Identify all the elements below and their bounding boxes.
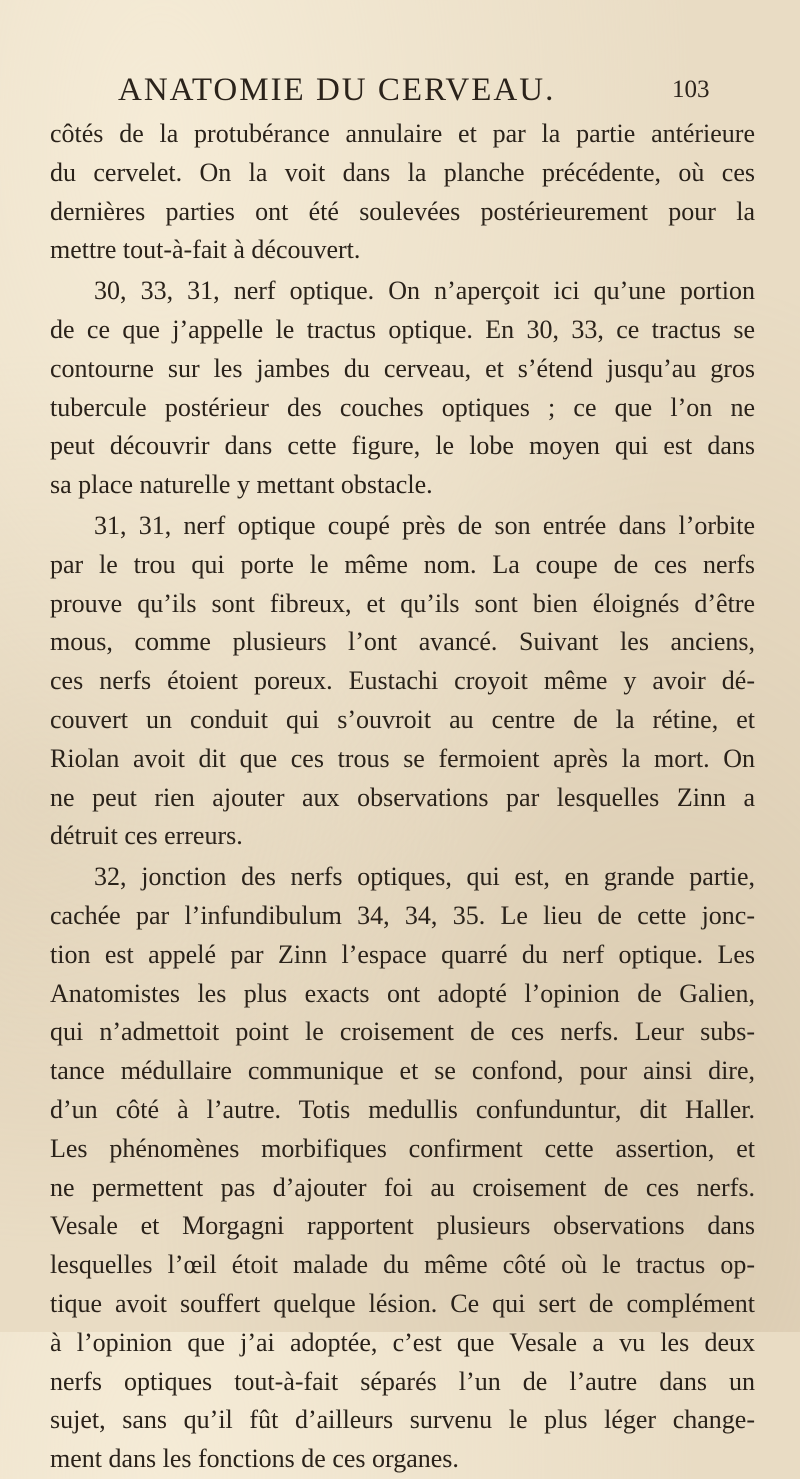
text-line: Riolan avoit dit que ces trous se fermoient après la mort. On	[50, 743, 755, 773]
text-line: de ce que j’appelle le tractus optique. En 30, 33, ce tractus se	[50, 314, 755, 344]
text-line: tance médullaire communique et se confond, pour ainsi dire,	[50, 1056, 755, 1086]
text-line: Vesale et Morgagni rapportent plusieurs observations dans	[50, 1211, 755, 1241]
text-line: prouve qu’ils sont fibreux, et qu’ils sont bien éloignés d’être	[50, 588, 755, 618]
body-text	[50, 115, 755, 1479]
text-line: ment dans les fonctions de ces organes.	[50, 1444, 459, 1474]
text-line: 32, jonction des nerfs optiques, qui est, en grande partie,	[94, 862, 755, 892]
text-line: mous, comme plusieurs l’ont avancé. Suivant les anciens,	[50, 627, 755, 657]
text-line: côtés de la protubérance annulaire et par la partie antérieure	[50, 119, 755, 148]
text-line: cachée par l’infundibulum 34, 34, 35. Le lieu de cette jonc-	[50, 900, 755, 930]
text-line: ne peut rien ajouter aux observations par lesquelles Zinn a	[50, 782, 755, 812]
text-line: tique avoit souffert quelque lésion. Ce qui sert de complément	[50, 1288, 755, 1318]
running-head	[0, 60, 800, 112]
text-line: détruit ces erreurs.	[50, 821, 243, 851]
text-line: qui n’admettoit point le croisement de ces nerfs. Leur subs-	[50, 1017, 755, 1047]
text-line: peut découvrir dans cette figure, le lobe moyen qui est dans	[50, 431, 755, 461]
text-line: à l’opinion que j’ai adoptée, c’est que Vesale a vu les deux	[50, 1327, 755, 1357]
page-title: ANATOMIE DU CERVEAU.	[118, 72, 556, 108]
text-line: lesquelles l’œil étoit malade du même côté où le tractus op-	[50, 1250, 755, 1280]
page-number: 103	[672, 76, 710, 103]
text-line: tion est appelé par Zinn l’espace quarré du nerf optique. Les	[50, 939, 755, 969]
text-line: ces nerfs étoient poreux. Eustachi croyoit même y avoir dé-	[50, 666, 755, 696]
text-line: dernières parties ont été soulevées postérieurement pour la	[50, 196, 755, 226]
text-line: Anatomistes les plus exacts ont adopté l’opinion de Galien,	[50, 978, 755, 1008]
text-line: tubercule postérieur des couches optiques ; ce que l’on ne	[50, 392, 755, 422]
text-line: Les phénomènes morbifiques confirment cette assertion, et	[50, 1133, 755, 1163]
text-line: du cervelet. On la voit dans la planche précédente, où ces	[50, 157, 755, 187]
text-line: couvert un conduit qui s’ouvroit au centre de la rétine, et	[50, 704, 755, 734]
text-line: d’un côté à l’autre. Totis medullis confunduntur, dit Haller.	[50, 1094, 755, 1124]
text-line: nerfs optiques tout-à-fait séparés l’un de l’autre dans un	[50, 1366, 755, 1396]
text-line: 31, 31, nerf optique coupé près de son entrée dans l’orbite	[94, 510, 755, 540]
text-line: sujet, sans qu’il fût d’ailleurs survenu le plus léger change-	[50, 1405, 755, 1435]
text-line: mettre tout-à-fait à découvert.	[50, 235, 361, 265]
text-line: 30, 33, 31, nerf optique. On n’aperçoit ici qu’une portion	[94, 276, 755, 306]
text-line: par le trou qui porte le même nom. La coupe de ces nerfs	[50, 549, 755, 579]
text-line: ne permettent pas d’ajouter foi au croisement de ces nerfs.	[50, 1172, 755, 1202]
text-line: sa place naturelle y mettant obstacle.	[50, 470, 433, 500]
text-line: contourne sur les jambes du cerveau, et s’étend jusqu’au gros	[50, 353, 755, 383]
